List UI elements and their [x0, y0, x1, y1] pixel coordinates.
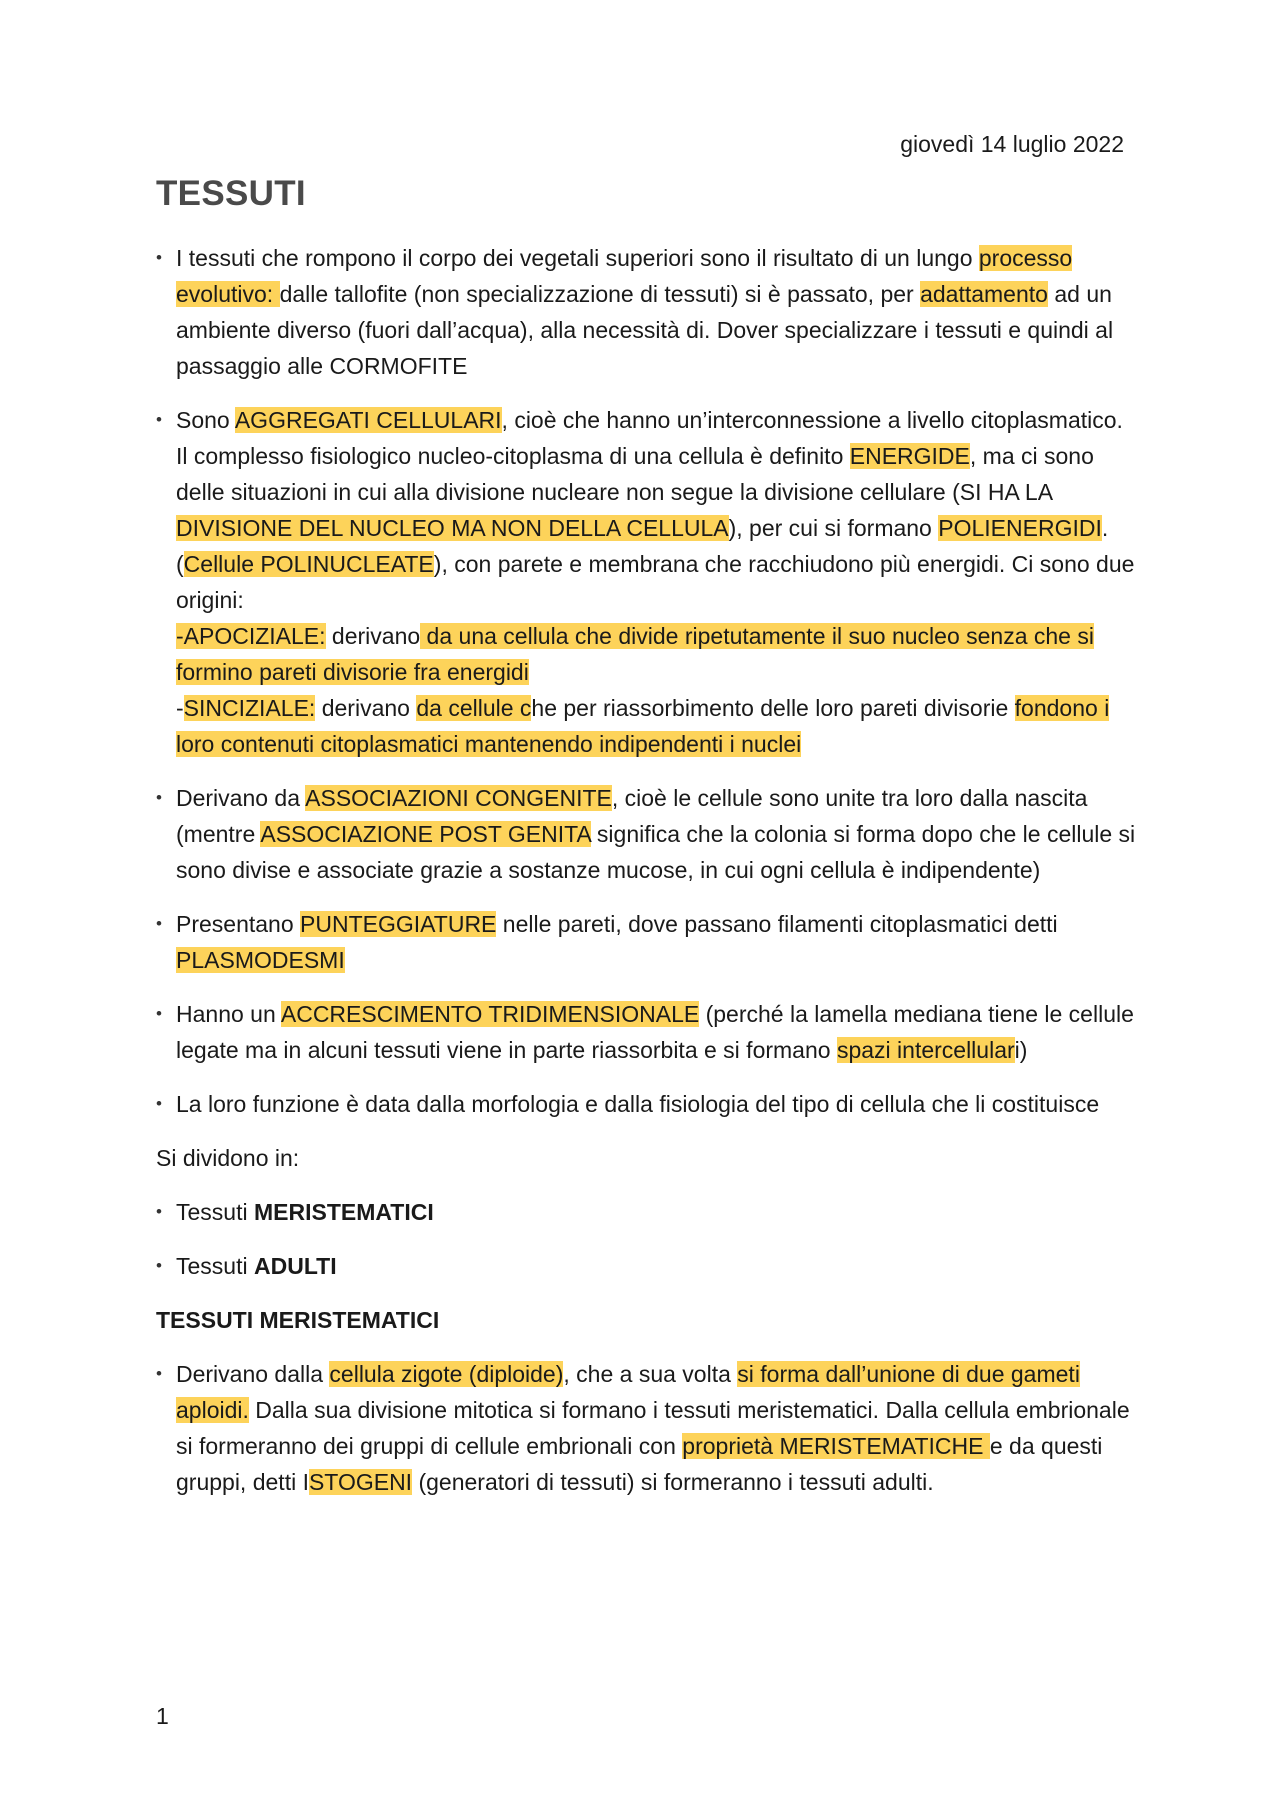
highlighted-text: SINCIZIALE:: [183, 695, 316, 721]
text-run: , che a sua volta: [563, 1361, 738, 1387]
highlighted-text: spazi intercellular: [836, 1037, 1015, 1063]
highlighted-text: ASSOCIAZIONE POST GENITA: [260, 821, 591, 847]
list-item: [156, 1086, 1136, 1122]
list-item: [156, 402, 1136, 762]
highlighted-text: adattamento: [920, 281, 1048, 307]
text-run: , cioè che hanno un’interconnessione a livello citoplasmatico. Il complesso fisiologico nucleo-citoplasma di una cellula è definito: [176, 407, 1123, 469]
bullet-list: [156, 240, 1136, 1122]
section-heading: TESSUTI MERISTEMATICI: [156, 1307, 440, 1333]
highlighted-text: ENERGIDE: [849, 443, 970, 469]
text-run: (perché la lamella mediana tiene le cellule legate ma in alcuni tessuti viene in parte riassorbita e si formano: [176, 1001, 1134, 1063]
text-run: La loro funzione è data dalla morfologia e dalla fisiologia del tipo di cellula che li costituisce: [176, 1091, 1100, 1117]
list-item: [156, 1248, 1136, 1284]
list-item: [156, 780, 1136, 888]
text-run: Tessuti: [176, 1253, 254, 1279]
highlighted-text: PLASMODESMI: [176, 947, 345, 973]
text-run: derivano: [325, 623, 421, 649]
highlighted-text: AGGREGATI CELLULARI: [234, 407, 502, 433]
document-body: [156, 240, 1136, 1518]
text-run: -: [176, 695, 184, 721]
text-run: Tessuti: [176, 1199, 254, 1225]
highlighted-text: PUNTEGGIATURE: [300, 911, 497, 937]
list-item: [156, 1194, 1136, 1230]
text-run: ), per cui si formano: [728, 515, 939, 541]
division-list: [156, 1194, 1136, 1284]
highlighted-text: -APOCIZIALE:: [176, 623, 326, 649]
text-run: ad un ambiente diverso (fuori dall’acqua), alla necessità di. Dover specializzare i tessuti e quindi al passaggio alle CORMOFITE: [176, 281, 1114, 379]
page-number: 1: [156, 1703, 169, 1729]
list-item: [156, 906, 1136, 978]
highlighted-text: STOGENI: [308, 1469, 413, 1495]
highlighted-text: DIVISIONE DEL NUCLEO MA NON DELLA CELLULA: [176, 515, 729, 541]
text-run: nelle pareti, dove passano filamenti citoplasmatici detti: [496, 911, 1058, 937]
bold-text: ADULTI: [253, 1253, 337, 1279]
highlighted-text: proprietà MERISTEMATICHE: [682, 1433, 990, 1459]
text-run: (generatori di tessuti) si formeranno i tessuti adulti.: [412, 1469, 934, 1495]
text-run: Presentano: [176, 911, 301, 937]
highlighted-text: da cellule c: [416, 695, 532, 721]
highlighted-text: ASSOCIAZIONI CONGENITE: [305, 785, 612, 811]
list-item: [156, 996, 1136, 1068]
text-run: Hanno un: [176, 1001, 281, 1027]
text-run: dalle tallofite (non specializzazione di tessuti) si è passato, per: [279, 281, 921, 307]
text-run: e da questi gruppi, detti I: [176, 1433, 1103, 1495]
highlighted-text: ACCRESCIMENTO TRIDIMENSIONALE: [280, 1001, 700, 1027]
text-run: I tessuti che rompono il corpo dei vegetali superiori sono il risultato di un lungo: [176, 245, 979, 271]
highlighted-text: POLIENERGIDI: [938, 515, 1102, 541]
date-label: giovedì 14 luglio 2022: [900, 131, 1124, 157]
text-run: Dalla sua divisione mitotica si formano i tessuti meristematici. Dalla cellula embrionale si formeranno dei gruppi di cellule embrionali con: [176, 1397, 1130, 1459]
meristem-list: [156, 1356, 1136, 1500]
text-run: he per riassorbimento delle loro pareti divisorie: [531, 695, 1015, 721]
list-item: [156, 240, 1136, 384]
list-item: [156, 1356, 1136, 1500]
page-title: TESSUTI: [156, 174, 306, 213]
division-intro: Si dividono in:: [156, 1145, 300, 1171]
text-run: significa che la colonia si forma dopo che le cellule si sono divise e associate grazie a sostanze mucose, in cui ogni cellula è indipendente): [176, 821, 1136, 883]
text-run: derivano: [315, 695, 417, 721]
text-run: , ma ci sono delle situazioni in cui alla divisione nucleare non segue la divisione cellulare (SI HA LA: [176, 443, 1094, 505]
bold-text: MERISTEMATICI: [253, 1199, 434, 1225]
text-run: . (: [176, 515, 1109, 577]
highlighted-text: processo evolutivo:: [176, 245, 1073, 307]
highlighted-text: si forma dall’unione di due gameti aploidi.: [176, 1361, 1080, 1423]
text-run: Derivano dalla: [176, 1361, 330, 1387]
text-run: i): [1014, 1037, 1028, 1063]
text-run: , cioè le cellule sono unite tra loro dalla nascita (mentre: [176, 785, 1088, 847]
highlighted-text: da una cellula che divide ripetutamente il suo nucleo senza che si formino pareti divisorie fra energidi: [176, 623, 1094, 685]
text-run: ), con parete e membrana che racchiudono più energidi. Ci sono due origini:: [176, 551, 1135, 613]
text-run: Derivano da: [176, 785, 306, 811]
highlighted-text: fondono i loro contenuti citoplasmatici mantenendo indipendenti i nuclei: [176, 695, 1110, 757]
highlighted-text: Cellule POLINUCLEATE: [183, 551, 434, 577]
highlighted-text: cellula zigote (diploide): [329, 1361, 564, 1387]
text-run: Sono: [176, 407, 235, 433]
